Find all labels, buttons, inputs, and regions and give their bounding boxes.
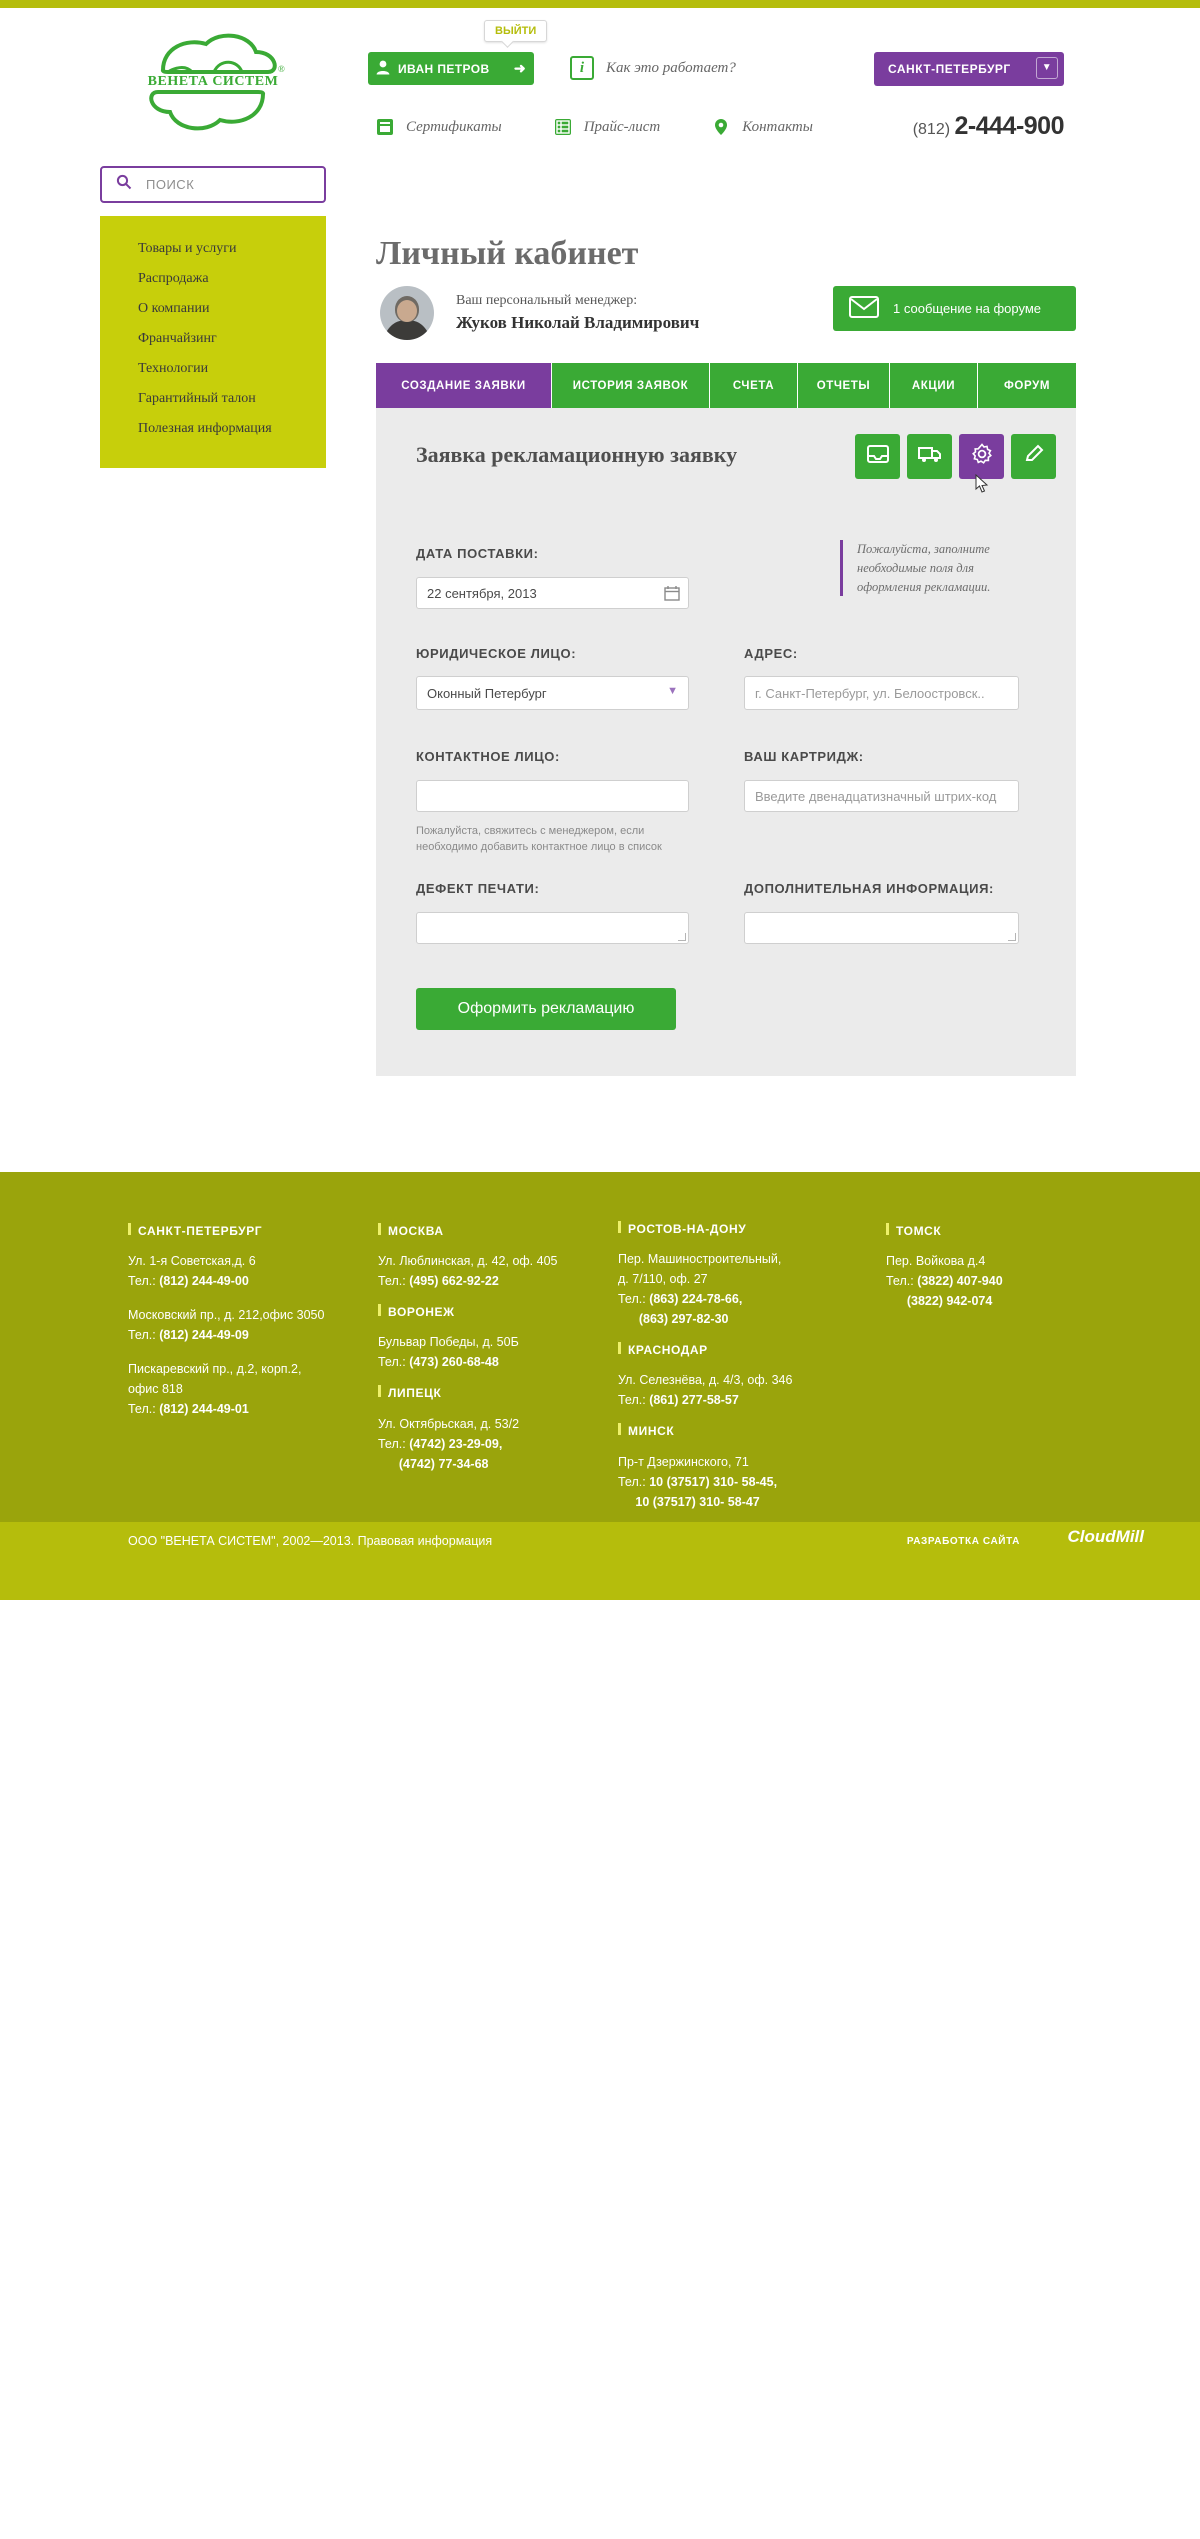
delivery-date-value: 22 сентября, 2013 bbox=[427, 585, 537, 601]
sidebar-item-warranty[interactable]: Гарантийный талон bbox=[138, 391, 256, 406]
forum-button-label: 1 сообщение на форуме bbox=[893, 301, 1042, 316]
address-input[interactable] bbox=[744, 676, 1019, 710]
extra-info-textarea[interactable] bbox=[744, 912, 1019, 944]
map-icon bbox=[888, 2520, 906, 2539]
footer-column-spb bbox=[128, 1222, 348, 1419]
tab-promotions[interactable]: АКЦИИ bbox=[890, 363, 978, 408]
legal-entity-label: ЮРИДИЧЕСКОЕ ЛИЦО: bbox=[416, 646, 577, 661]
site-logo[interactable] bbox=[128, 28, 298, 138]
phone-code: (812) bbox=[912, 121, 951, 138]
header-nav bbox=[376, 118, 813, 136]
settings-tool-button[interactable] bbox=[959, 434, 1004, 479]
print-defect-label: ДЕФЕКТ ПЕЧАТИ: bbox=[416, 881, 540, 896]
cartridge-placeholder: Введите двенадцатизначный штрих-код bbox=[755, 788, 997, 804]
pencil-icon bbox=[1024, 444, 1044, 469]
sidebar-item-technologies[interactable]: Технологии bbox=[138, 361, 209, 376]
contact-person-input[interactable] bbox=[416, 780, 689, 812]
header-nav-label: Сертификаты bbox=[406, 118, 502, 135]
footer-address: Ул. 1-я Советская,д. 6 Тел.: (812) 244-49-00 bbox=[128, 1254, 256, 1289]
extra-info-label: ДОПОЛНИТЕЛЬНАЯ ИНФОРМАЦИЯ: bbox=[744, 881, 994, 896]
mouse-cursor bbox=[975, 474, 991, 494]
arrow-right-icon: ➜ bbox=[513, 60, 527, 76]
footer-city-tomsk: ТОМСК bbox=[886, 1222, 1086, 1241]
delivery-date-field[interactable] bbox=[416, 577, 689, 609]
footer-address: Пер. Войкова д.4 Тел.: (3822) 407-940 (3822) 942-074 bbox=[886, 1254, 1003, 1309]
sidebar-item-about[interactable]: О компании bbox=[138, 301, 210, 316]
tab-reports[interactable]: ОТЧЕТЫ bbox=[798, 363, 890, 408]
print-defect-textarea[interactable] bbox=[416, 912, 689, 944]
footer-city-voronezh: ВОРОНЕЖ bbox=[378, 1303, 598, 1322]
footer-city-rostov: РОСТОВ-НА-ДОНУ bbox=[618, 1220, 838, 1239]
forum-messages-button[interactable] bbox=[833, 286, 1076, 331]
tab-forum[interactable]: ФОРУМ bbox=[978, 363, 1076, 408]
sitemap-link[interactable] bbox=[888, 2520, 1004, 2539]
truck-icon bbox=[918, 445, 942, 468]
footer-address: Ул. Октябрьская, д. 53/2 Тел.: (4742) 23-29-09, (4742) 77-34-68 bbox=[378, 1416, 520, 1471]
tab-request-history[interactable]: ИСТОРИЯ ЗАЯВОК bbox=[552, 363, 710, 408]
tab-bar bbox=[376, 363, 1076, 408]
svg-text:®: ® bbox=[278, 64, 285, 74]
footer-address: Пер. Машиностроительный, д. 7/110, оф. 27 Тел.: (863) 224-78-66, (863) 297-82-30 bbox=[618, 1252, 782, 1327]
legal-entity-value: Оконный Петербург bbox=[427, 685, 547, 701]
sidebar-item-goods[interactable]: Товары и услуги bbox=[138, 241, 237, 256]
address-label: АДРЕС: bbox=[744, 646, 798, 661]
chevron-down-icon[interactable]: ▼ bbox=[667, 685, 678, 697]
sidebar-item-franchising[interactable]: Франчайзинг bbox=[138, 331, 217, 346]
footer-city-minsk: МИНСК bbox=[618, 1422, 838, 1441]
tab-invoices[interactable]: СЧЕТА bbox=[710, 363, 798, 408]
search-icon bbox=[116, 174, 132, 195]
inbox-icon bbox=[867, 445, 889, 468]
footer-city-moscow: МОСКВА bbox=[378, 1222, 598, 1241]
info-icon: i bbox=[570, 56, 594, 80]
chevron-down-icon: ▼ bbox=[1036, 57, 1058, 79]
logout-button[interactable]: ВЫЙТИ bbox=[484, 20, 547, 42]
how-it-works-link[interactable] bbox=[570, 56, 736, 80]
panel-header bbox=[376, 408, 1076, 506]
user-account-button[interactable] bbox=[368, 52, 534, 85]
cartridge-label: ВАШ КАРТРИДЖ: bbox=[744, 749, 864, 764]
phone-number: 2-444-900 bbox=[954, 112, 1064, 140]
footer-address: Московский пр., д. 212,офис 3050 Тел.: (812) 244-49-09 bbox=[128, 1308, 325, 1343]
copyright-text: ООО "ВЕНЕТА СИСТЕМ", 2002—2013. Правовая информация bbox=[128, 1534, 493, 1548]
top-accent-bar bbox=[0, 0, 1200, 8]
form-hint: Пожалуйста, заполните необходимые поля для оформления рекламации. bbox=[840, 540, 1030, 596]
tab-create-request[interactable]: СОЗДАНИЕ ЗАЯВКИ bbox=[376, 363, 552, 408]
sidebar-item-useful-info[interactable]: Полезная информация bbox=[138, 421, 272, 436]
header-nav-contacts[interactable] bbox=[712, 118, 813, 136]
footer-column-moscow bbox=[378, 1222, 598, 1474]
pricelist-icon bbox=[554, 118, 572, 136]
panel-tool-buttons bbox=[855, 434, 1056, 479]
header-nav-label: Контакты bbox=[742, 118, 813, 135]
search-input[interactable] bbox=[100, 166, 326, 203]
address-placeholder: г. Санкт-Петербург, ул. Белоостровск.. bbox=[755, 685, 985, 701]
cartridge-barcode-input[interactable] bbox=[744, 780, 1019, 812]
contact-person-note: Пожалуйста, свяжитесь с менеджером, если необходимо добавить контактное лицо в список bbox=[416, 825, 662, 853]
footer-column-tomsk bbox=[886, 1222, 1086, 1311]
page-title: Личный кабинет bbox=[376, 234, 639, 272]
developed-by-label: РАЗРАБОТКА САЙТА bbox=[906, 1536, 1020, 1547]
footer-address: Пискаревский пр., д.2, корп.2, офис 818 Тел.: (812) 244-49-01 bbox=[128, 1362, 302, 1417]
sidebar-item-sale[interactable]: Распродажа bbox=[138, 271, 209, 286]
envelope-icon bbox=[849, 296, 879, 321]
city-selector[interactable] bbox=[874, 52, 1064, 86]
edit-tool-button[interactable] bbox=[1011, 434, 1056, 479]
contact-person-label: КОНТАКТНОЕ ЛИЦО: bbox=[416, 749, 560, 764]
manager-caption: Ваш персональный менеджер: bbox=[456, 293, 638, 308]
developer-logo[interactable]: CloudMill bbox=[1067, 1527, 1144, 1546]
footer-column-rostov bbox=[618, 1220, 838, 1512]
header-nav-pricelist[interactable] bbox=[554, 118, 661, 136]
footer-city-spb: САНКТ-ПЕТЕРБУРГ bbox=[128, 1222, 348, 1241]
sitemap-label: КАРТА САЙТА bbox=[918, 2523, 1005, 2536]
footer-address: Бульвар Победы, д. 50Б Тел.: (473) 260-68-48 bbox=[378, 1335, 519, 1370]
header-nav-certificates[interactable] bbox=[376, 118, 502, 136]
personal-manager bbox=[380, 286, 699, 340]
city-label: САНКТ-ПЕТЕРБУРГ bbox=[888, 62, 1011, 76]
user-icon bbox=[368, 60, 398, 78]
footer-address: Ул. Селезнёва, д. 4/3, оф. 346 Тел.: (861) 277-58-57 bbox=[618, 1373, 793, 1408]
header-nav-label: Прайс-лист bbox=[583, 118, 661, 135]
how-it-works-label: Как это работает? bbox=[606, 59, 736, 76]
header-phone bbox=[913, 112, 1064, 141]
user-name: ИВАН ПЕТРОВ bbox=[398, 61, 490, 76]
gear-icon bbox=[971, 443, 993, 470]
certificate-icon bbox=[376, 118, 394, 136]
submit-claim-button[interactable]: Оформить рекламацию bbox=[416, 988, 676, 1030]
footer-address: Ул. Люблинская, д. 42, оф. 405 Тел.: (495) 662-92-22 bbox=[378, 1254, 558, 1289]
delivery-date-label: ДАТА ПОСТАВКИ: bbox=[416, 546, 539, 561]
calendar-icon[interactable] bbox=[664, 585, 680, 604]
request-form-panel bbox=[376, 408, 1076, 1076]
avatar bbox=[380, 286, 434, 340]
footer-address: Пр-т Дзержинского, 71 Тел.: 10 (37517) 310- 58-45, 10 (37517) 310- 58-47 bbox=[618, 1454, 778, 1509]
footer-city-krasnodar: КРАСНОДАР bbox=[618, 1341, 838, 1360]
search-placeholder: ПОИСК bbox=[146, 177, 195, 192]
inbox-tool-button[interactable] bbox=[855, 434, 900, 479]
panel-title: Заявка рекламационную заявку bbox=[416, 442, 738, 467]
sidebar-menu bbox=[100, 216, 326, 468]
map-pin-icon bbox=[712, 118, 730, 136]
logo-text: ВЕНЕТА СИСТЕМ bbox=[147, 74, 279, 89]
delivery-tool-button[interactable] bbox=[907, 434, 952, 479]
legal-entity-select[interactable] bbox=[416, 676, 689, 710]
manager-name: Жуков Николай Владимирович bbox=[456, 313, 700, 332]
footer-city-lipetsk: ЛИПЕЦК bbox=[378, 1384, 598, 1403]
